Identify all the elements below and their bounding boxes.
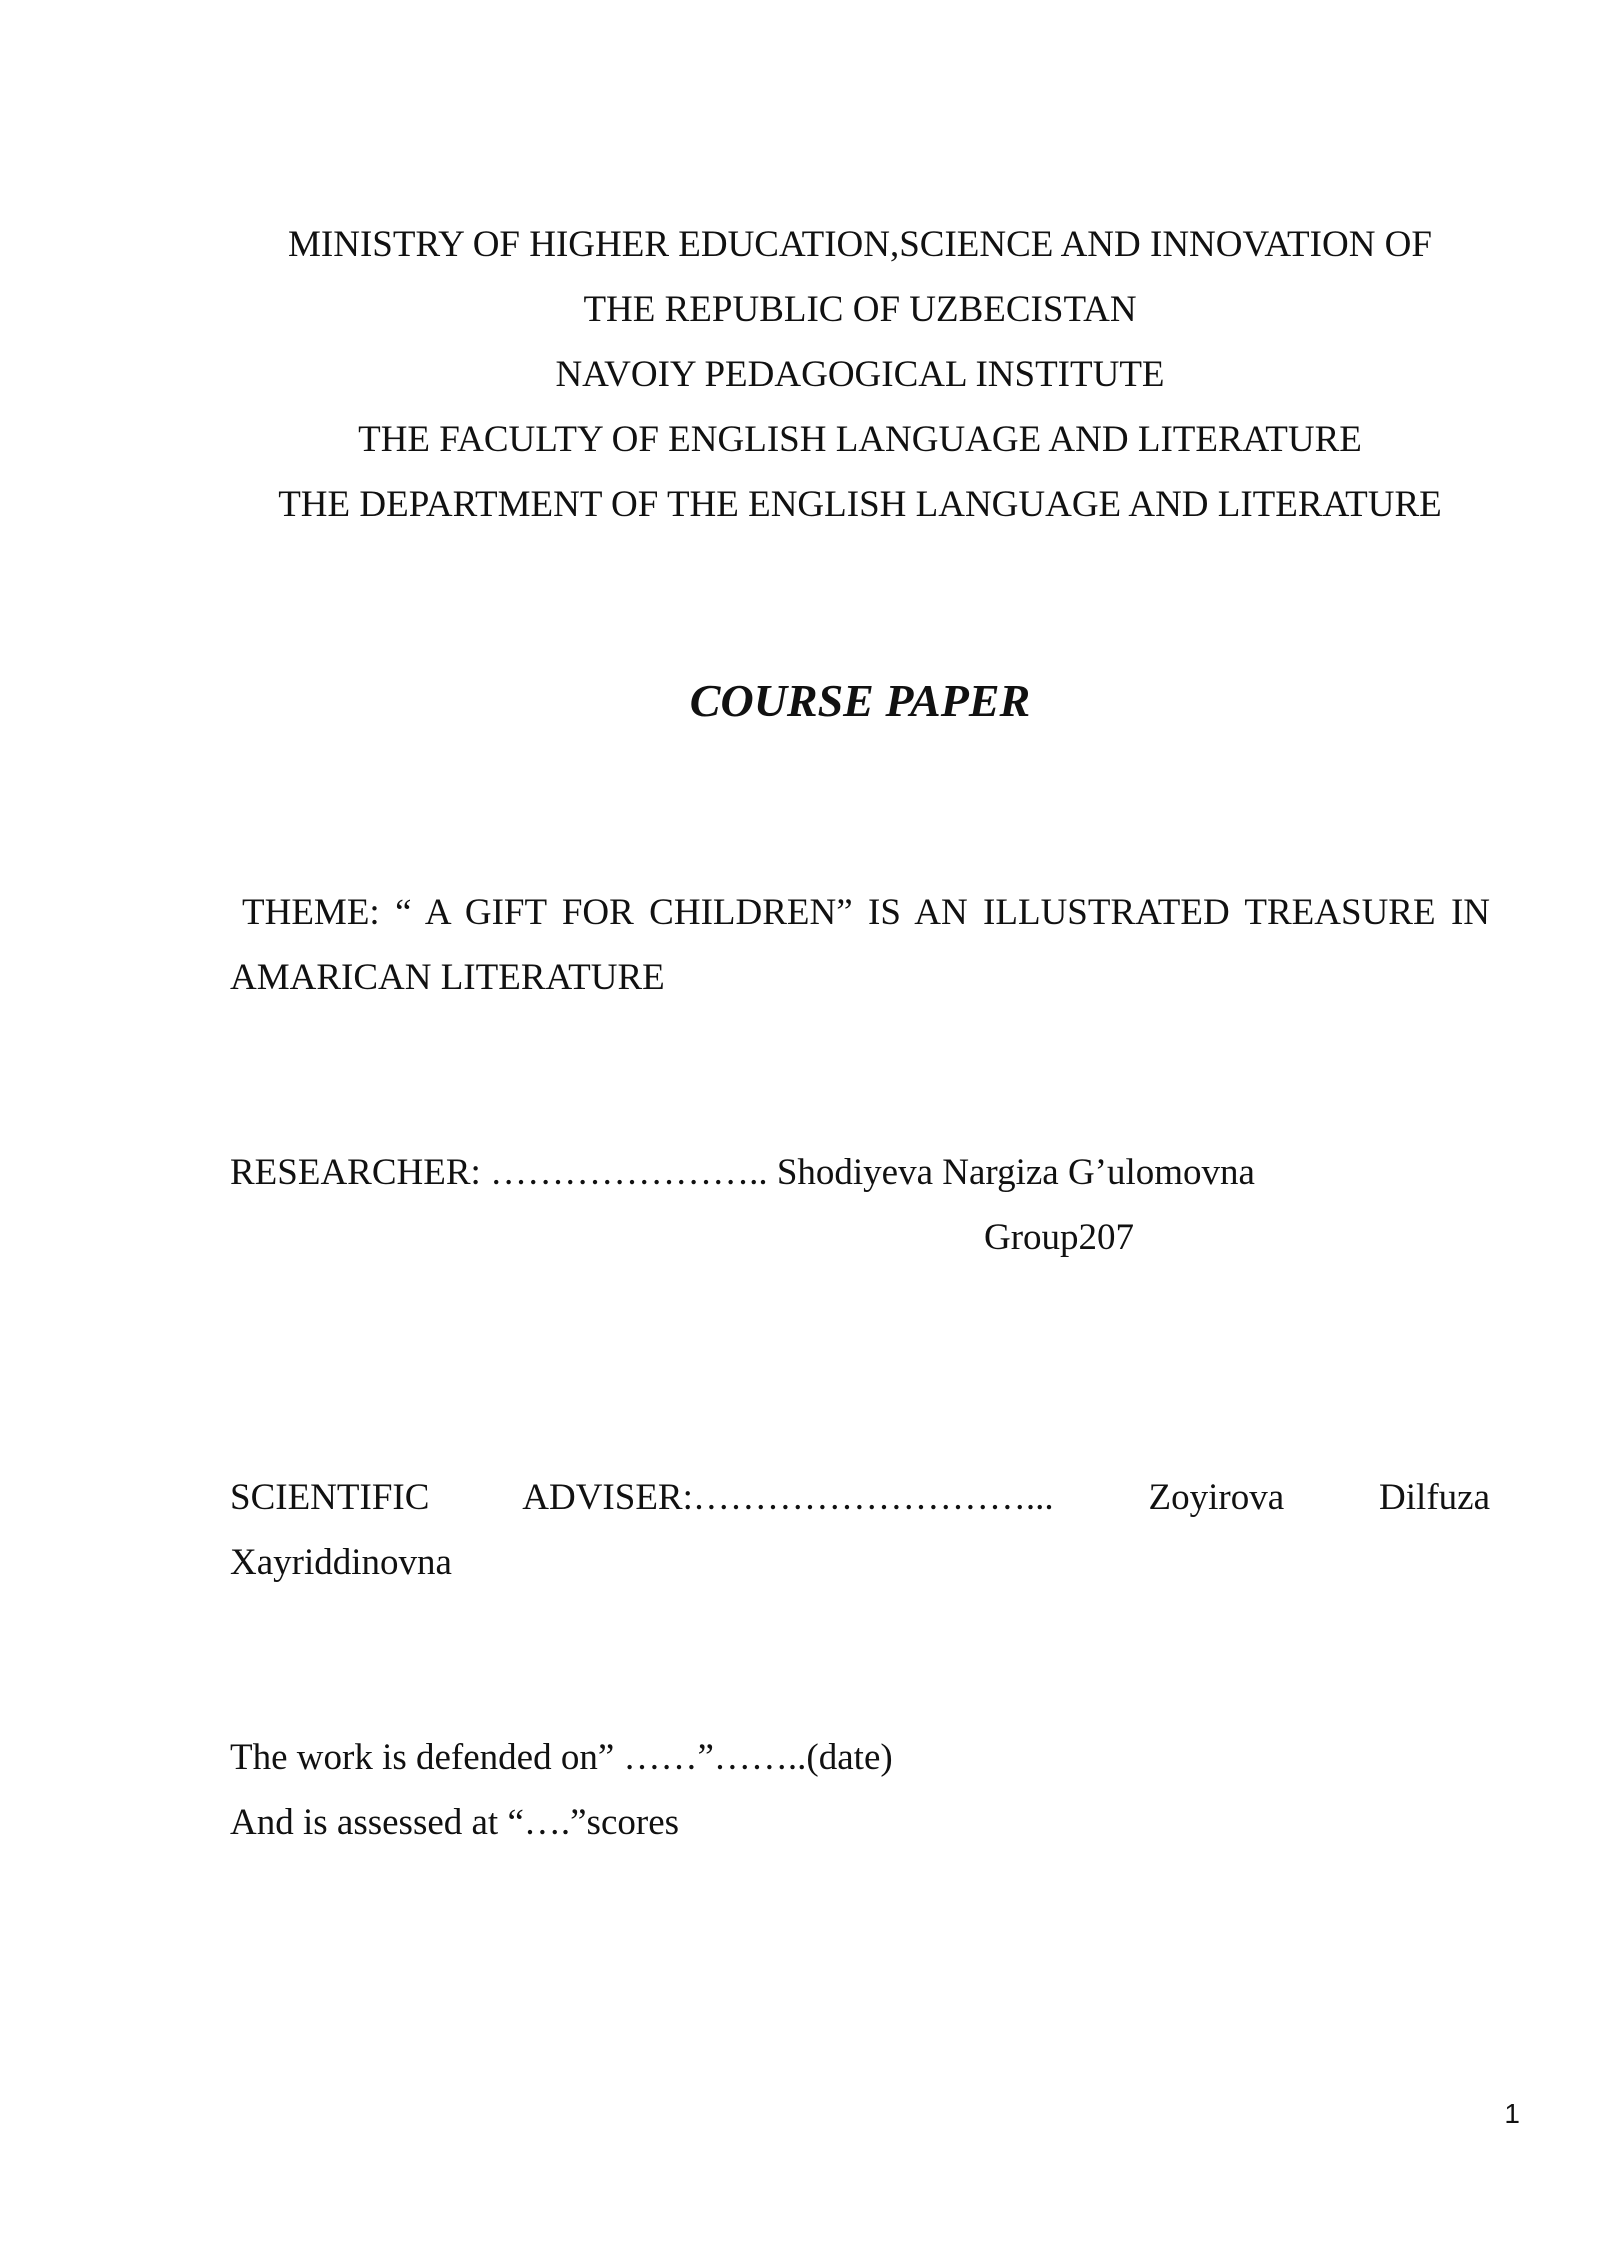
- adviser-section: [230, 1465, 1490, 1595]
- researcher-group: Group207: [984, 1217, 1135, 1258]
- adviser-line-1: SCIENTIFIC ADVISER:………………………... Zoyirova Dilfuza: [230, 1477, 1490, 1518]
- document-title: COURSE PAPER: [689, 675, 1031, 726]
- theme-line-2: AMARICAN LITERATURE: [230, 957, 665, 998]
- page-number: 1: [1504, 2098, 1520, 2129]
- institution-header: [230, 212, 1490, 537]
- defense-date-line: The work is defended on” ……”……..(date): [230, 1737, 893, 1778]
- header-line-department: THE DEPARTMENT OF THE ENGLISH LANGUAGE AND LITERATURE: [278, 484, 1442, 525]
- researcher-line: RESEARCHER: ………………….. Shodiyeva Nargiza G’ulomovna: [230, 1152, 1255, 1193]
- researcher-section: [230, 1140, 1490, 1270]
- defense-score-line: And is assessed at “….”scores: [230, 1802, 680, 1843]
- header-line-faculty: THE FACULTY OF ENGLISH LANGUAGE AND LITERATURE: [358, 419, 1362, 460]
- header-line-republic: THE REPUBLIC OF UZBECISTAN: [583, 289, 1137, 330]
- header-line-institute: NAVOIY PEDAGOGICAL INSTITUTE: [555, 354, 1165, 395]
- adviser-line-2: Xayriddinovna: [230, 1542, 452, 1583]
- defense-section: [230, 1725, 1490, 1855]
- header-line-ministry: MINISTRY OF HIGHER EDUCATION,SCIENCE AND INNOVATION OF: [288, 224, 1432, 265]
- theme-line-1: THEME: “ A GIFT FOR CHILDREN” IS AN ILLUSTRATED TREASURE IN: [242, 892, 1490, 933]
- theme-section: [230, 880, 1490, 1010]
